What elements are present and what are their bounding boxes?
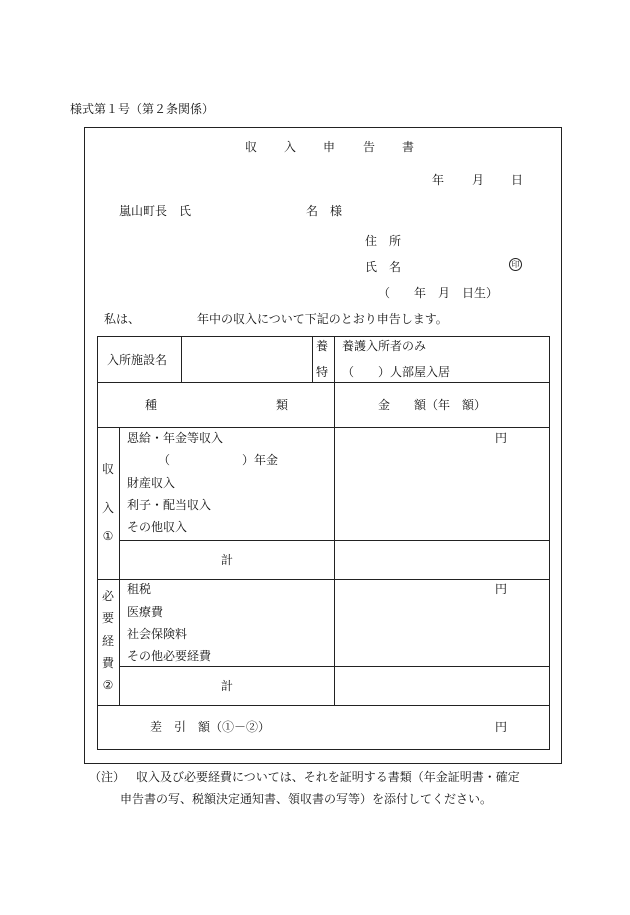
table-line (119, 427, 120, 705)
seal-mark: 印 (509, 258, 522, 271)
expense-label-char: ② (102, 678, 114, 692)
expense-item: 医療費 (127, 605, 164, 619)
title-char: 収 (245, 140, 258, 154)
table-line (97, 382, 550, 383)
expense-label-char: 必 (101, 589, 114, 603)
income-total-label: 計 (221, 553, 234, 567)
income-item: 財産収入 (127, 476, 176, 490)
table-line (97, 749, 550, 750)
expense-item: その他必要経費 (127, 649, 212, 663)
title-char: 入 (284, 140, 297, 154)
declaration-prefix: 私は、 (104, 312, 141, 326)
expense-total-label: 計 (221, 679, 234, 693)
table-line (549, 336, 550, 749)
expense-label-char: 要 (101, 611, 114, 625)
difference-label: 差 引 額（①－②） (150, 720, 271, 734)
declaration-body: 年中の収入について下記のとおり申告します。 (197, 312, 448, 326)
type-header-char: 類 (276, 398, 289, 412)
note-line-1: 収入及び必要経費については、それを証明する書類（年金証明書・確定 (136, 770, 520, 784)
title-char: 申 (323, 140, 336, 154)
care-char-toku: 特 (316, 365, 329, 379)
care-option-1: 養護入所者のみ (342, 339, 427, 353)
expense-yen: 円 (495, 582, 508, 596)
address-label: 住 所 (365, 234, 402, 248)
table-line (97, 579, 550, 580)
income-item: 恩給・年金等収入 (127, 431, 224, 445)
title-char: 書 (402, 140, 415, 154)
date-year: 年 (432, 173, 445, 187)
amount-header: 金 額（年 額） (378, 398, 487, 412)
expense-item: 社会保険料 (127, 627, 188, 641)
name-label: 氏 名 (365, 260, 402, 274)
care-char-yo: 養 (316, 339, 329, 353)
care-option-2: （ ）人部屋入居 (342, 365, 451, 379)
difference-yen: 円 (495, 720, 508, 734)
table-line (97, 427, 550, 428)
table-line (97, 336, 98, 749)
income-label-char: ① (102, 529, 114, 543)
income-yen: 円 (495, 431, 508, 445)
addressee-suffix: 名 様 (306, 204, 343, 218)
expense-label-char: 経 (101, 634, 114, 648)
table-line (181, 336, 182, 382)
table-line (312, 336, 313, 382)
date-day: 日 (511, 173, 524, 187)
facility-label: 入所施設名 (107, 353, 168, 367)
income-label-char: 収 (101, 462, 114, 476)
date-month: 月 (472, 173, 485, 187)
note-line-2: 申告書の写、税額決定通知書、領収書の写等）を添付してください。 (120, 792, 493, 806)
birth-date-line: （ 年 月 日生） (378, 286, 499, 300)
note-marker: （注） (89, 770, 126, 784)
income-item: （ ）年金 (158, 453, 279, 467)
type-header-char: 種 (145, 398, 158, 412)
form-number: 様式第１号（第２条関係） (70, 102, 215, 116)
table-line (97, 705, 550, 706)
form-frame (84, 127, 562, 764)
income-label-char: 入 (101, 501, 114, 515)
income-item: 利子・配当収入 (127, 498, 212, 512)
addressee-mayor: 嵐山町長 氏 (119, 204, 192, 218)
title-char: 告 (363, 140, 376, 154)
table-line (97, 336, 550, 337)
income-item: その他収入 (127, 520, 188, 534)
table-line (334, 336, 335, 705)
expense-item: 租税 (127, 582, 152, 596)
expense-label-char: 費 (101, 656, 114, 670)
